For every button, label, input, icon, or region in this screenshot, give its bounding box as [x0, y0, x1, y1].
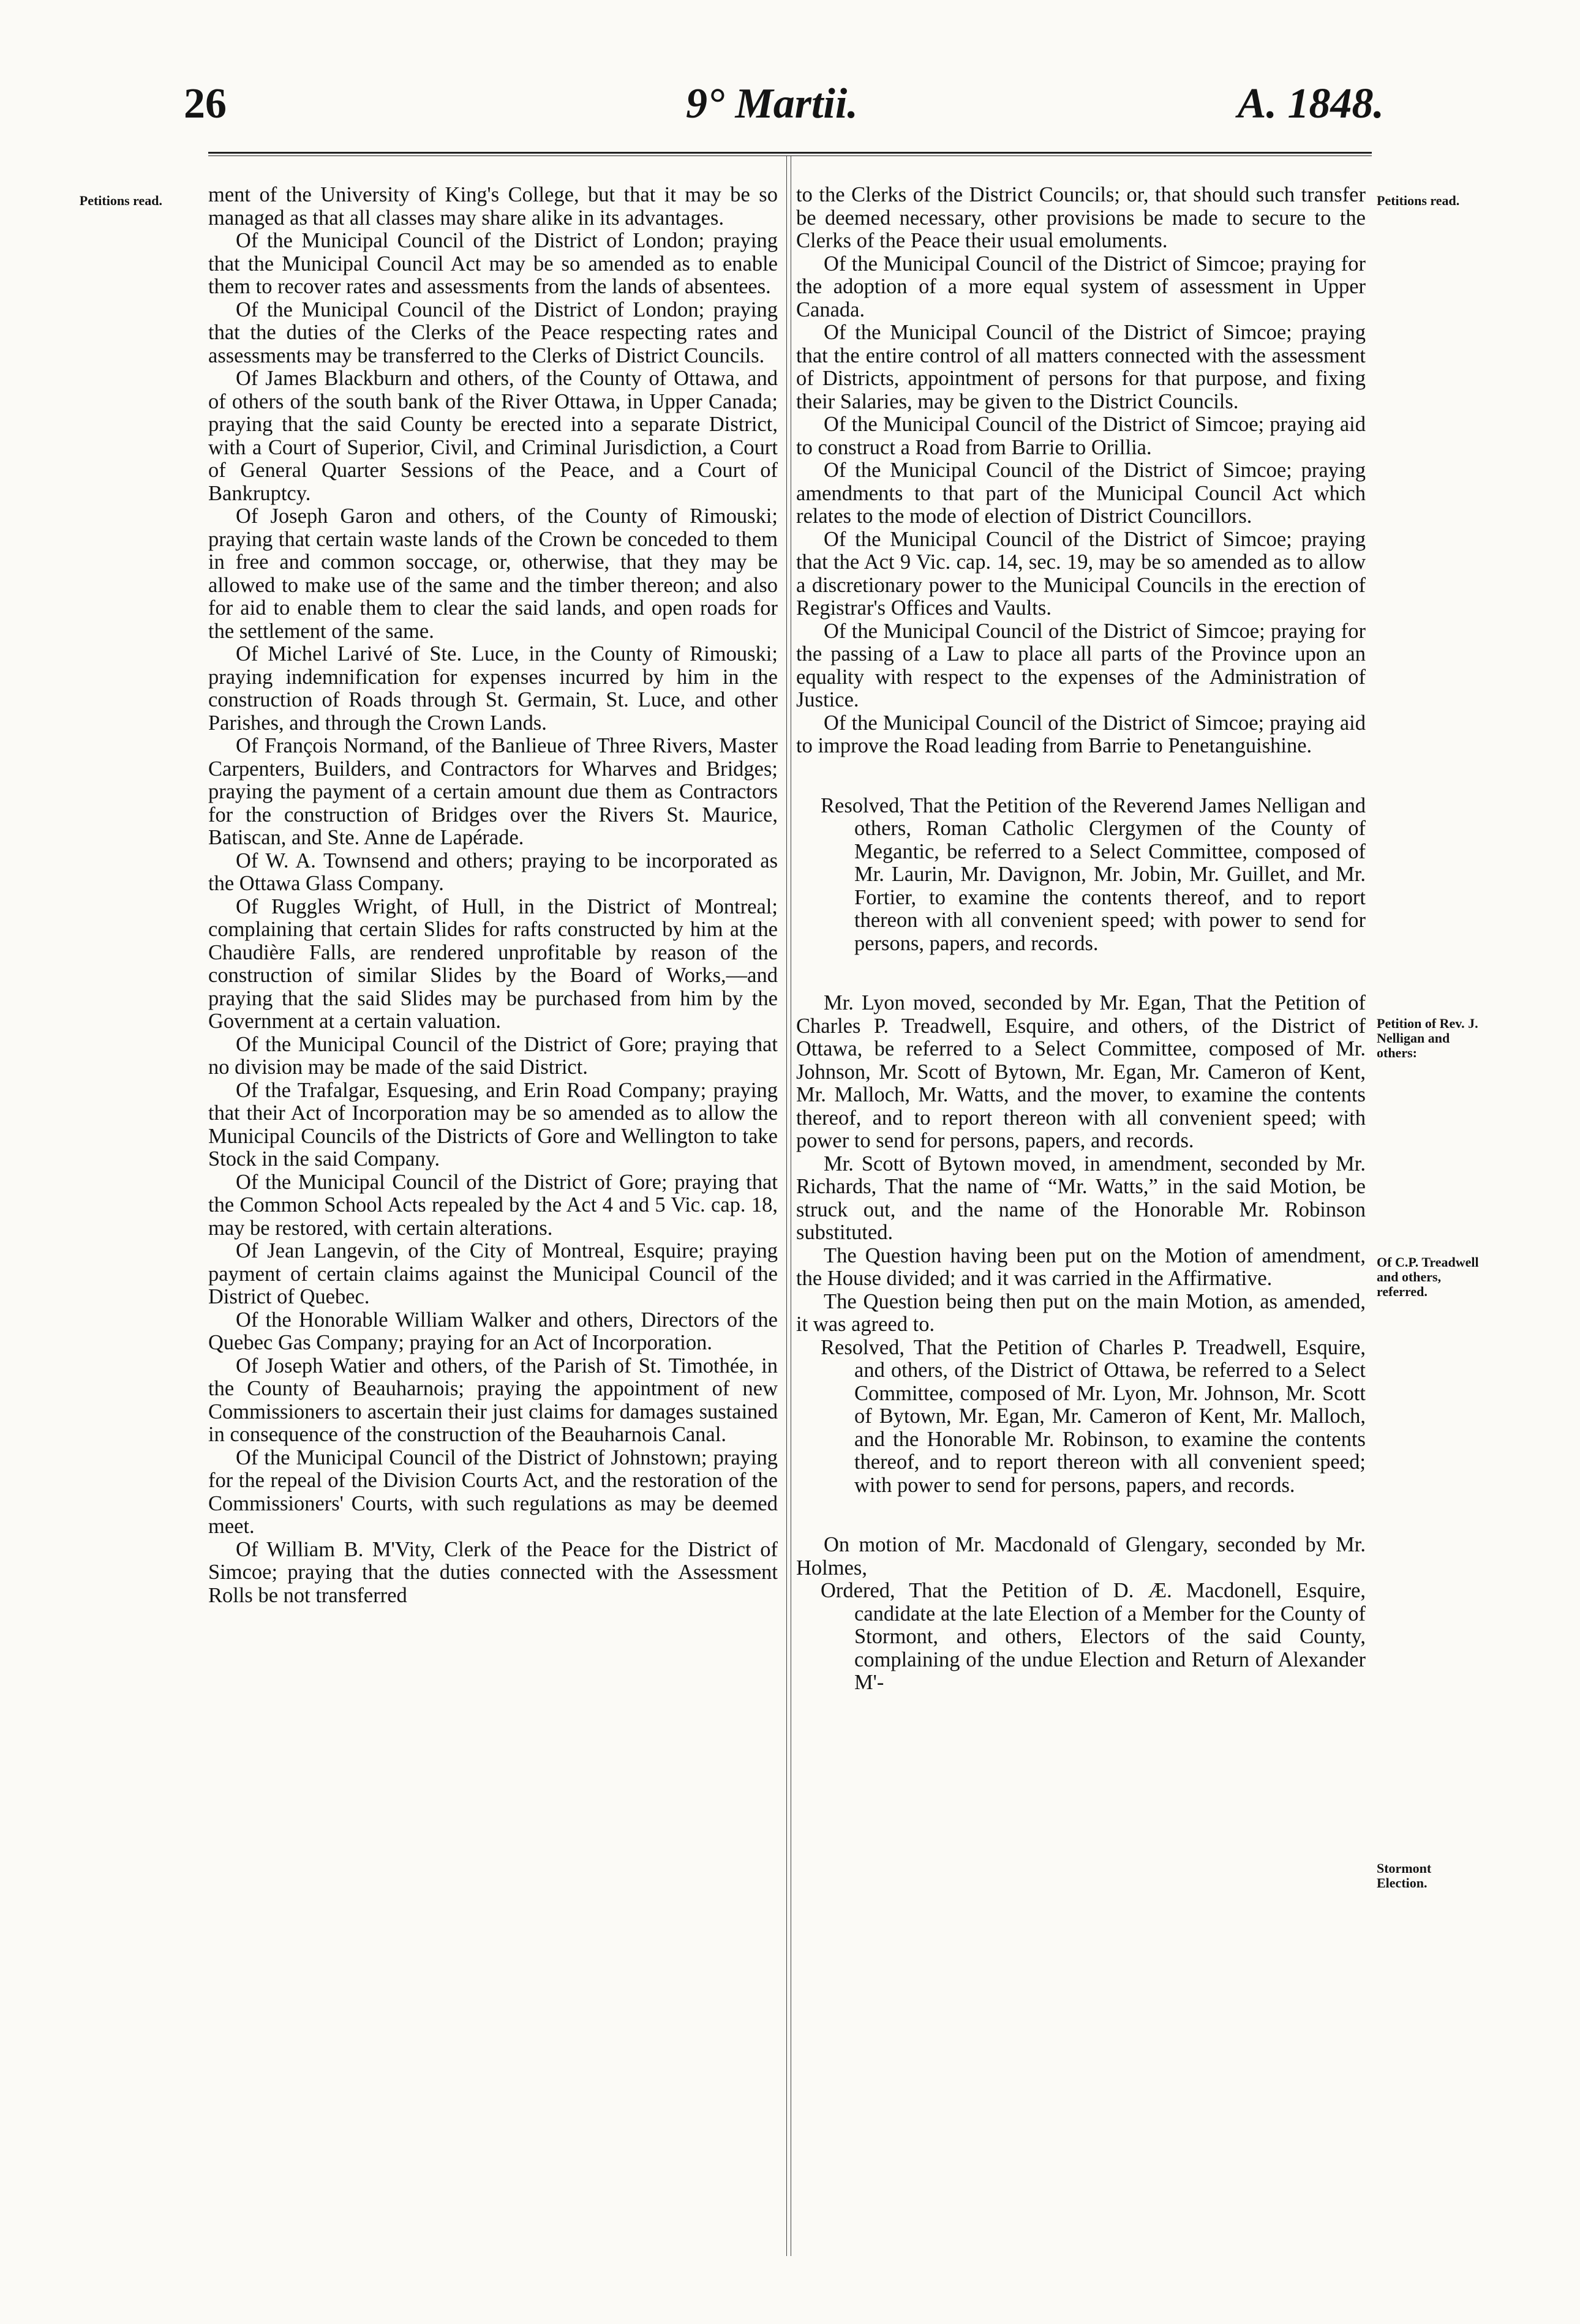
paragraph: Of the Municipal Council of the District of Gore; praying that no division may be made of the said District. [208, 1032, 778, 1079]
page-number: 26 [184, 80, 227, 127]
paragraph: Of François Normand, of the Banlieue of Three Rivers, Master Carpenters, Builders, and Contractors for Wharves and Bridges; praying the payment of a certain amount due them as Contractors for the construction of Bridges over the Rivers St. Maurice, Batiscan, and Ste. Anne de Lapérade. [208, 734, 778, 849]
margin-note-nelligan: Petition of Rev. J. Nelligan and others: [1377, 1016, 1478, 1060]
paragraph: Of the Municipal Council of the District of Gore; praying that the Common School Acts repealed by the Act 4 and 5 Vic. cap. 18, may be restored, with certain alterations. [208, 1170, 778, 1240]
session-date: 9° Martii. [686, 80, 858, 127]
paragraph: Of Jean Langevin, of the City of Montreal, Esquire; praying payment of certain claims against the Municipal Council of the District of Quebec. [208, 1239, 778, 1308]
paragraph: Of the Municipal Council of the District of Simcoe; praying that the entire control of all matters connected with the assessment of Districts, appointment of persons for that purpose, and fixing their Salaries, may be given to the District Councils. [796, 321, 1366, 413]
margin-note-petitions-left: Petitions read. [79, 193, 162, 208]
main-motion-result: The Question being then put on the main Motion, as amended, it was agreed to. [796, 1289, 1366, 1336]
paragraph: ment of the University of King's College, but that it may be so managed as that all classes may share alike in its advantages. [208, 183, 778, 230]
paragraph: Of Joseph Watier and others, of the Parish of St. Timothée, in the County of Beauharnois; praying the appointment of new Commissioners to ascertain their just claims for damages sustained in consequence of the construction of the Beauharnois Canal. [208, 1354, 778, 1446]
paragraph: Of Joseph Garon and others, of the County of Rimouski; praying that certain waste lands of the Crown be conceded to them in free and common soccage, or, otherwise, that they may be allowed to make use of the same and the timber thereon; and also for aid to enable them to clear the said lands, and open roads for the settlement of the same. [208, 504, 778, 643]
amendment-scott: Mr. Scott of Bytown moved, in amendment, seconded by Mr. Richards, That the name of “Mr. Watts,” in the said Motion, be struck out, and the name of the Honorable Mr. Robinson substituted. [796, 1152, 1366, 1244]
paragraph: Of the Municipal Council of the District of Simcoe; praying aid to improve the Road leading from Barrie to Penetanguishine. [796, 711, 1366, 757]
paragraph: Of the Municipal Council of the District of Johnstown; praying for the repeal of the Division Courts Act, and the restoration of the Commissioners' Courts, with such regulations as may be deemed meet. [208, 1445, 778, 1538]
paragraph: Of the Municipal Council of the District of Simcoe; praying aid to construct a Road from Barrie to Orillia. [796, 413, 1366, 459]
paragraph: Of the Trafalgar, Esquesing, and Erin Road Company; praying that their Act of Incorporation may be so amended as to allow the Municipal Councils of the Districts of Gore and Wellington to take Stock in the said Company. [208, 1078, 778, 1171]
session-year: A. 1848. [1237, 80, 1384, 127]
paragraph: Of the Honorable William Walker and others, Directors of the Quebec Gas Company; praying for an Act of Incorporation. [208, 1308, 778, 1354]
paragraph: Of W. A. Townsend and others; praying to be incorporated as the Ottawa Glass Company. [208, 849, 778, 895]
paragraph: Of the Municipal Council of the District of Simcoe; praying that the Act 9 Vic. cap. 14, sec. 19, may be so amended as to allow a discretionary power to the Municipal Councils in the erection of Registrar's Offices and Vaults. [796, 527, 1366, 620]
order-macdonell: Ordered, That the Petition of D. Æ. Macdonell, Esquire, candidate at the late Election of a Member for the County of Stormont, and others, Electors of the said County, complaining of the undue Election and Return of Alexander M'- [821, 1579, 1366, 1694]
page-header [184, 80, 1384, 147]
left-column [208, 184, 778, 1607]
paragraph: to the Clerks of the District Councils; or, that should such transfer be deemed necessary, other provisions be made to secure to the Clerks of the Peace their usual emoluments. [796, 183, 1366, 252]
paragraph: Of Michel Larivé of Ste. Luce, in the County of Rimouski; praying indemnification for expenses incurred by him in the construction of Roads through St. Germain, St. Luce, and other Parishes, and through the Crown Lands. [208, 642, 778, 735]
paragraph: Of the Municipal Council of the District of London; praying that the Municipal Council Act may be so amended as to enable them to recover rates and assessments from the lands of absentees. [208, 229, 778, 298]
division-result: The Question having been put on the Motion of amendment, the House divided; and it was carried in the Affirmative. [796, 1243, 1366, 1290]
paragraph: Of the Municipal Council of the District of London; praying that the duties of the Clerks of the Peace respecting rates and assessments may be transferred to the Clerks of District Councils. [208, 298, 778, 367]
margin-note-treadwell: Of C.P. Treadwell and others, referred. [1377, 1254, 1479, 1299]
margin-note-stormont: Stormont Election. [1377, 1861, 1432, 1891]
paragraph: Of the Municipal Council of the District of Simcoe; praying for the passing of a Law to place all parts of the Province upon an equality with respect to the expenses of the Administration of Justice. [796, 619, 1366, 711]
resolution-nelligan: Resolved, That the Petition of the Reverend James Nelligan and others, Roman Catholic Clergymen of the County of Megantic, be referred to a Select Committee, composed of Mr. Laurin, Mr. Davignon, Mr. Jobin, Mr. Guillet, and Mr. Fortier, to examine the contents thereof, and to report thereon with all convenient speed; with power to send for persons, papers, and records. [821, 793, 1366, 955]
resolution-treadwell: Resolved, That the Petition of Charles P. Treadwell, Esquire, and others, of the District of Ottawa, be referred to a Select Committee, composed of Mr. Lyon, Mr. Johnson, Mr. Scott of Bytown, Mr. Egan, Mr. Cameron of Kent, Mr. Malloch, and the Honorable Mr. Robinson, to examine the contents thereof, and to report thereon with all convenient speed; with power to send for persons, papers, and records. [821, 1335, 1366, 1497]
paragraph: Of Ruggles Wright, of Hull, in the District of Montreal; complaining that certain Slides for rafts constructed by him at the Chaudière Falls, are rendered unprofitable by reason of the construction of similar Slides by the Board of Works,—and praying that the said Slides may be purchased from him by the Government at a certain valuation. [208, 894, 778, 1033]
paragraph: Of the Municipal Council of the District of Simcoe; praying for the adoption of a more equal system of assessment in Upper Canada. [796, 252, 1366, 321]
motion-macdonald: On motion of Mr. Macdonald of Glengary, seconded by Mr. Holmes, [796, 1533, 1366, 1580]
paragraph: Of William B. M'Vity, Clerk of the Peace for the District of Simcoe; praying that the duties connected with the Assessment Rolls be not transferred [208, 1537, 778, 1607]
header-rule [208, 152, 1372, 156]
right-column [796, 184, 1366, 1695]
motion-lyon: Mr. Lyon moved, seconded by Mr. Egan, That the Petition of Charles P. Treadwell, Esquire, and others, of the District of Ottawa, be referred to a Select Committee, composed of Mr. Johnson, Mr. Scott of Bytown, Mr. Egan, Mr. Cameron of Kent, Mr. Malloch, Mr. Watts, and the mover, to examine the contents thereof, and to report thereon with all convenient speed; with power to send for persons, papers, and records. [796, 991, 1366, 1152]
column-divider [786, 156, 791, 2256]
margin-note-petitions-right: Petitions read. [1377, 193, 1460, 208]
paragraph: Of James Blackburn and others, of the County of Ottawa, and of others of the south bank of the River Ottawa, in Upper Canada; praying that the said County be erected into a separate District, with a Court of Superior, Civil, and Criminal Jurisdiction, a Court of General Quarter Sessions of the Peace, and a Court of Bankruptcy. [208, 367, 778, 505]
paragraph: Of the Municipal Council of the District of Simcoe; praying amendments to that part of the Municipal Council Act which relates to the mode of election of District Councillors. [796, 459, 1366, 528]
